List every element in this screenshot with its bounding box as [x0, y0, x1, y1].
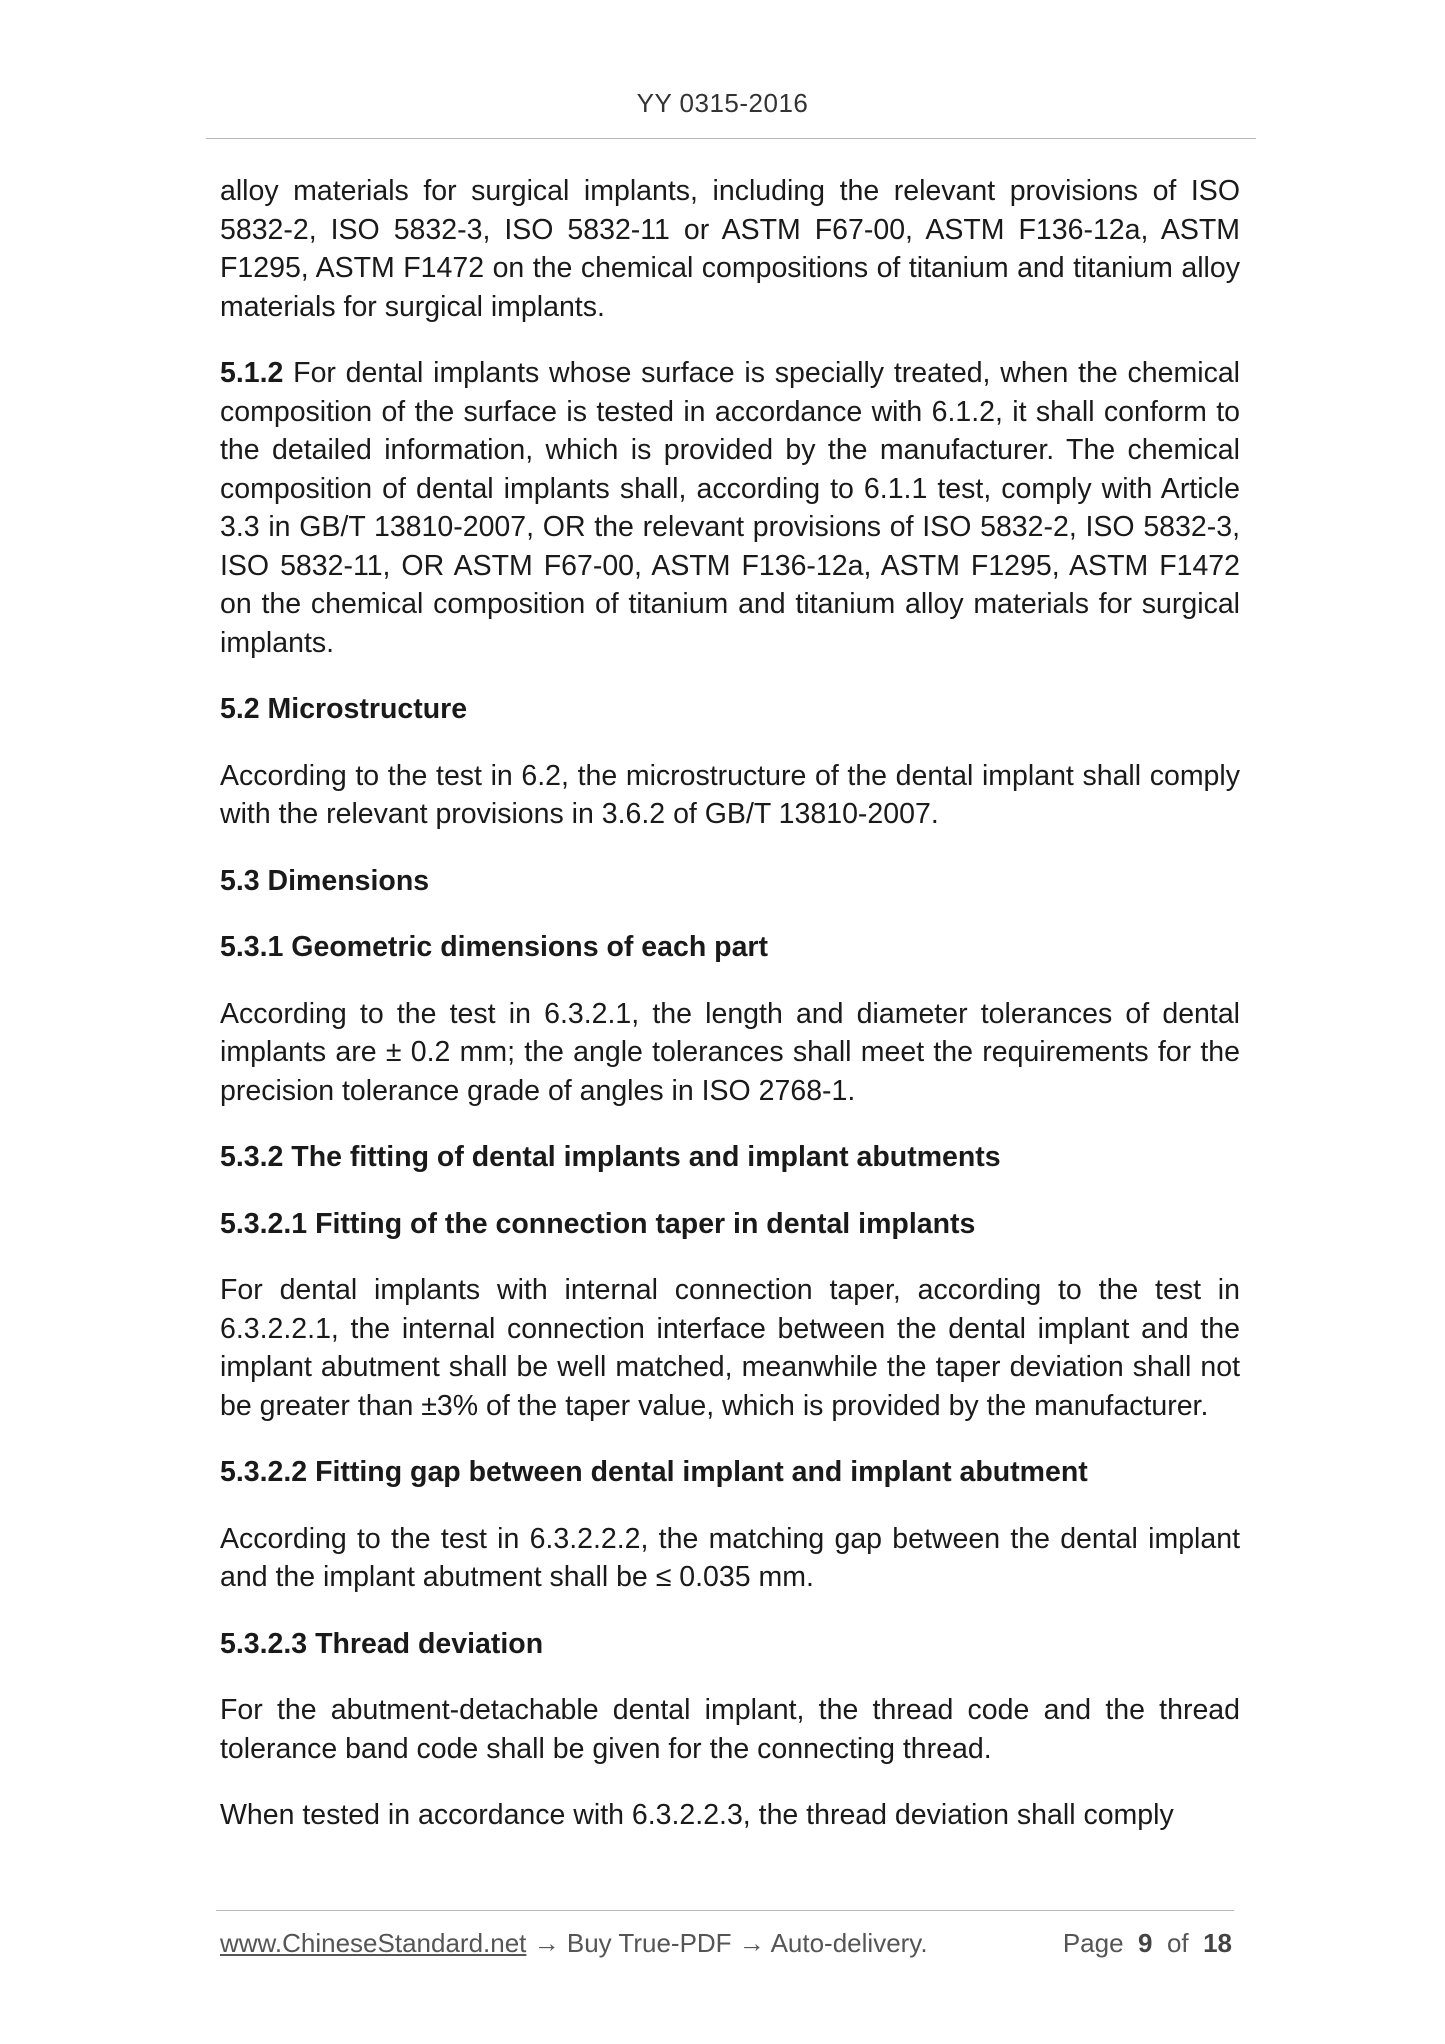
document-body	[220, 172, 1240, 1863]
paragraph-5-3-2-1: For dental implants with internal connection taper, according to the test in 6.3.2.2.1, the internal connection interface between the dental implant and the implant abutment shall be well matched, meanwhile the taper deviation shall not be greater than ±3% of the taper value, which is provided by the manufacturer.	[220, 1274, 1240, 1422]
paragraph-5-3-2-3-a: For the abutment-detachable dental implant, the thread code and the thread tolerance band code shall be given for the connecting thread.	[220, 1694, 1240, 1765]
paragraph-intro: alloy materials for surgical implants, including the relevant provisions of ISO 5832-2, ISO 5832-3, ISO 5832-11 or ASTM F67-00, ASTM F136-12a, ASTM F1295, ASTM F1472 on the chemical compositions of titanium and titanium alloy materials for surgical implants.	[220, 175, 1240, 323]
heading-5-3-1: 5.3.1 Geometric dimensions of each part	[220, 931, 769, 963]
page-indicator	[1063, 1928, 1232, 1959]
paragraph-5-1-2-text: For dental implants whose surface is specially treated, when the chemical composition of the surface is tested in accordance with 6.1.2, it shall conform to the detailed information, which is provided by the manufacturer. The chemical composition of dental implants shall, according to 6.1.1 test, comply with Article 3.3 in GB/T 13810-2007, OR the relevant provisions of ISO 5832-2, ISO 5832-3, ISO 5832-11, OR ASTM F67-00, ASTM F136-12a, ASTM F1295, ASTM F1472 on the chemical composition of titanium and titanium alloy materials for surgical implants.	[220, 357, 1240, 659]
heading-5-3-2: 5.3.2 The fitting of dental implants and implant abutments	[220, 1141, 1001, 1173]
current-page-number: 9	[1138, 1928, 1153, 1958]
page-footer	[220, 1928, 1240, 1968]
paragraph-5-3-2-2: According to the test in 6.3.2.2.2, the matching gap between the dental implant and the implant abutment shall be ≤ 0.035 mm.	[220, 1522, 1240, 1593]
of-label: of	[1166, 1928, 1189, 1958]
paragraph-5-3-2-3-b: When tested in accordance with 6.3.2.2.3, the thread deviation shall comply	[220, 1799, 1174, 1831]
footer-promo-text: → Buy True-PDF → Auto-delivery.	[526, 1928, 928, 1958]
section-number-5-1-2: 5.1.2	[220, 357, 284, 389]
paragraph-5-1-2	[220, 354, 1240, 662]
header-divider	[206, 138, 1256, 139]
document-code-header: YY 0315-2016	[636, 88, 809, 118]
paragraph-5-3-1: According to the test in 6.3.2.1, the length and diameter tolerances of dental implants are ± 0.2 mm; the angle tolerances shall meet the requirements for the precision tolerance grade of angles in ISO 2768-1.	[220, 997, 1240, 1107]
paragraph-5-2: According to the test in 6.2, the microstructure of the dental implant shall comply with the relevant provisions in 3.6.2 of GB/T 13810-2007.	[220, 759, 1240, 830]
footer-promo	[220, 1928, 928, 1959]
heading-5-3-2-3: 5.3.2.3 Thread deviation	[220, 1627, 544, 1660]
heading-5-3-2-1: 5.3.2.1 Fitting of the connection taper in dental implants	[220, 1207, 976, 1240]
total-pages-number: 18	[1203, 1928, 1232, 1958]
heading-5-3: 5.3 Dimensions	[220, 864, 430, 897]
footer-divider	[216, 1910, 1234, 1911]
website-link[interactable]: www.ChineseStandard.net	[220, 1928, 527, 1958]
heading-5-3-2-2: 5.3.2.2 Fitting gap between dental implant and implant abutment	[220, 1456, 1088, 1488]
page-label: Page	[1062, 1928, 1124, 1958]
heading-5-2: 5.2 Microstructure	[220, 693, 468, 725]
